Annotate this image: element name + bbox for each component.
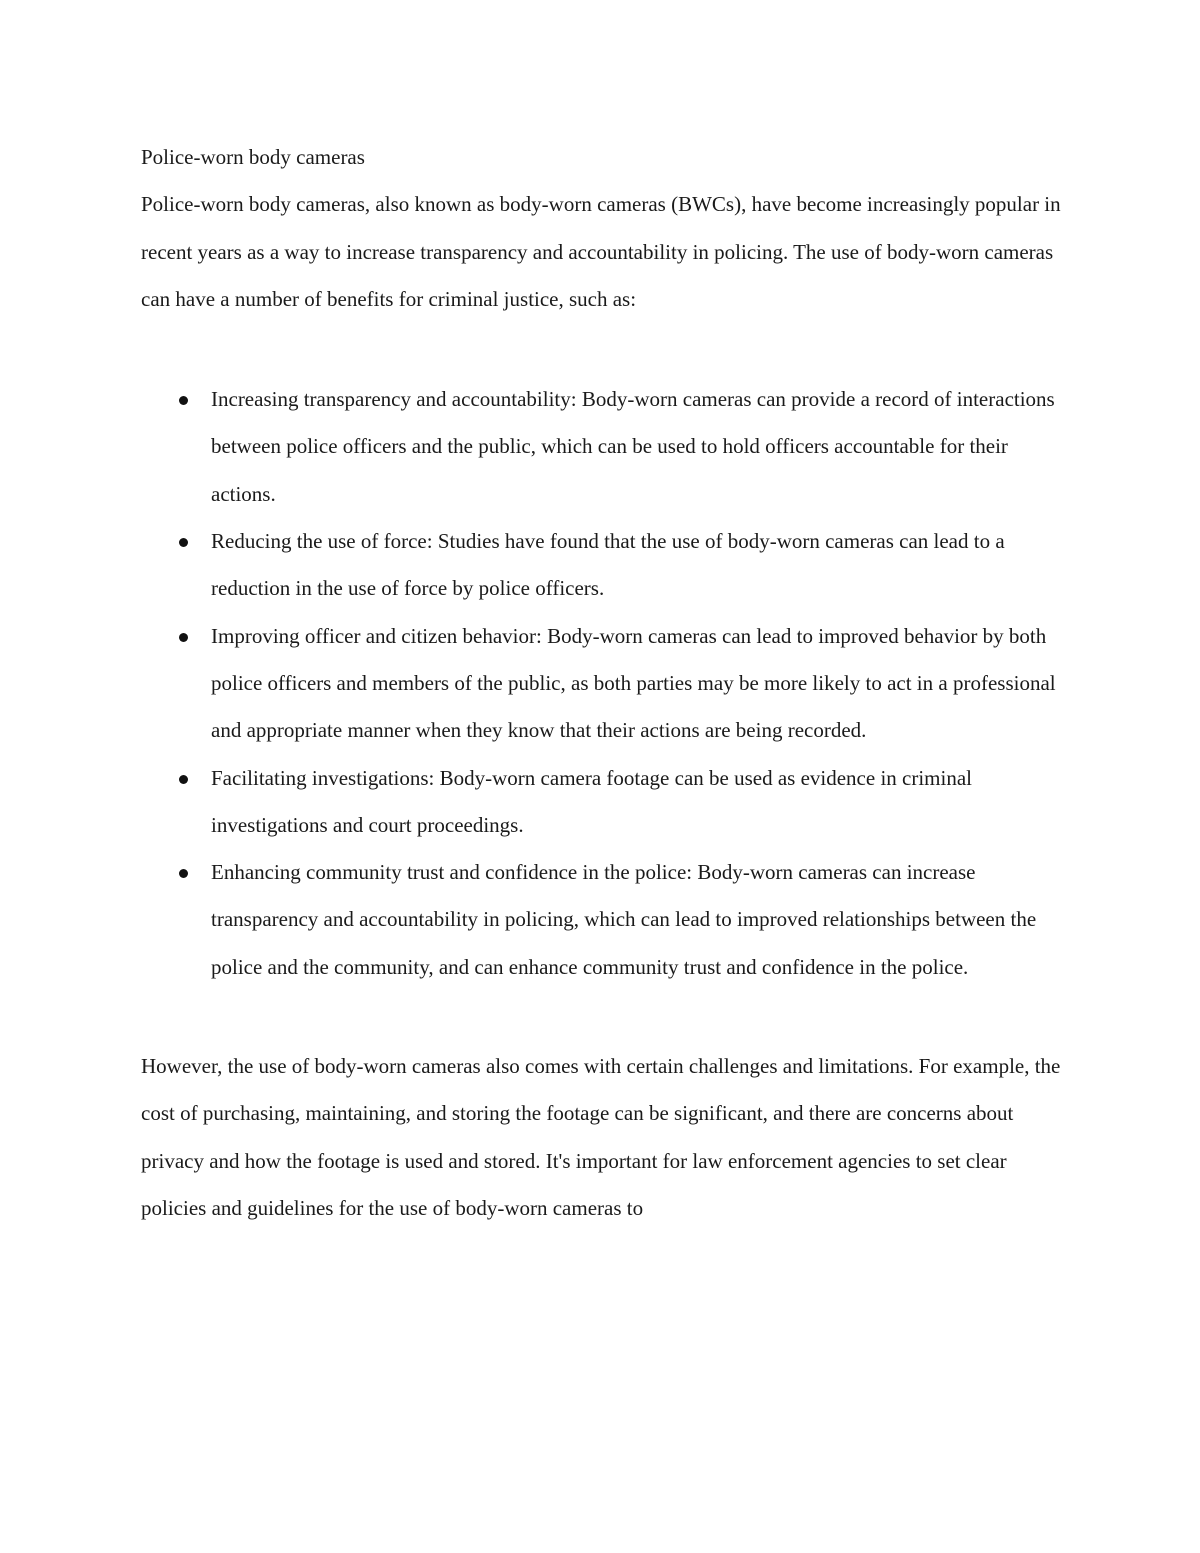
spacer	[141, 991, 1061, 1043]
document-title: Police-worn body cameras	[141, 145, 365, 169]
bullet-icon	[179, 869, 188, 878]
list-item	[211, 376, 1061, 518]
list-item	[211, 518, 1061, 613]
bullet-icon	[179, 775, 188, 784]
document-body	[141, 134, 1061, 1232]
spacer	[141, 323, 1061, 376]
list-item-text: Enhancing community trust and confidence in the police: Body-worn cameras can increase transparency and accountability in policing, which can lead to improved relationships between the police and the community, and can enhance community trust and confidence in the police.	[211, 860, 1037, 979]
bullet-icon	[179, 538, 188, 547]
list-item	[211, 755, 1061, 850]
list-item	[211, 849, 1061, 991]
list-item-text: Reducing the use of force: Studies have found that the use of body-worn cameras can lead to a reduction in the use of force by police officers.	[211, 529, 1005, 601]
benefits-list	[141, 376, 1061, 991]
list-item-text: Improving officer and citizen behavior: Body-worn cameras can lead to improved behavior by both police officers and members of the public, as both parties may be more likely to act in a professional and appropriate manner when they know that their actions are being recorded.	[211, 623, 1056, 743]
list-item-text: Facilitating investigations: Body-worn camera footage can be used as evidence in criminal investigations and court proceedings.	[211, 765, 973, 837]
closing-paragraph: However, the use of body-worn cameras also comes with certain challenges and limitations. For example, the cost of purchasing, maintaining, and storing the footage can be significant, and there are concerns about privacy and how the footage is used and stored. It's important for law enforcement agencies to set clear policies and guidelines for the use of body-worn cameras to	[141, 1054, 1061, 1220]
intro-paragraph: Police-worn body cameras, also known as body-worn cameras (BWCs), have become increasingly popular in recent years as a way to increase transparency and accountability in policing. The use of body-worn cameras can have a number of benefits for criminal justice, such as:	[141, 192, 1061, 311]
list-item	[211, 613, 1061, 755]
bullet-icon	[179, 396, 188, 405]
list-item-text: Increasing transparency and accountability: Body-worn cameras can provide a record of interactions between police officers and the public, which can be used to hold officers accountable for their actions.	[211, 387, 1055, 506]
bullet-icon	[179, 633, 188, 642]
